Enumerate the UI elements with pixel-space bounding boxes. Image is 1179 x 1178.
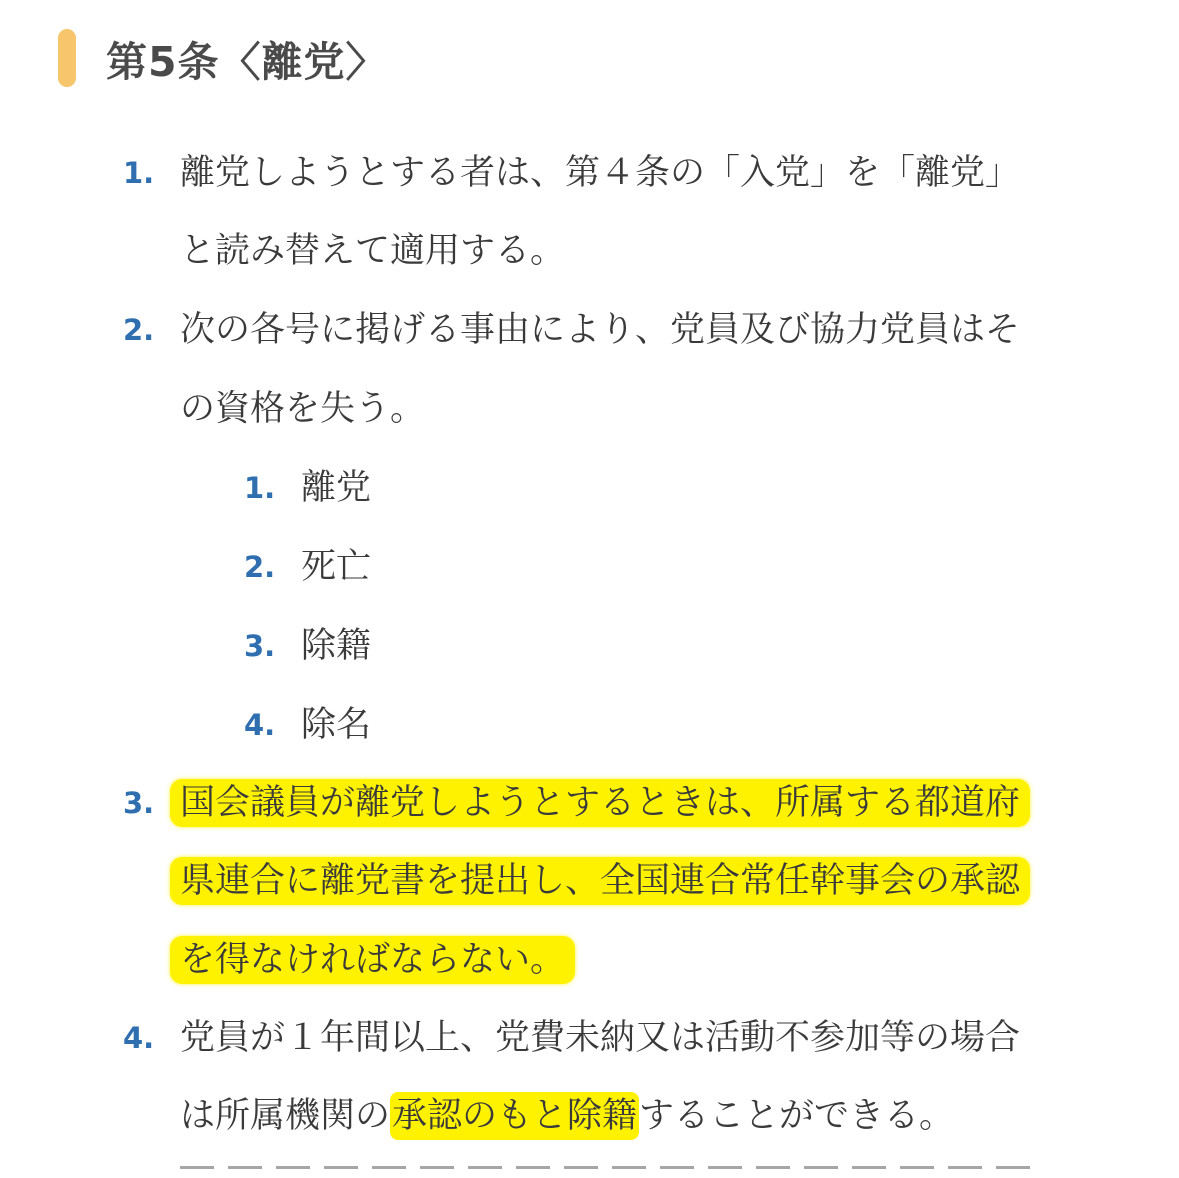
- item-3-line-1-highlight: 国会議員が離党しようとするときは、所属する都道府: [170, 779, 1030, 827]
- subitem-4-text: 除名: [301, 705, 372, 745]
- item-2-line-1: 次の各号に掲げる事由により、党員及び協力党員はそ: [180, 310, 1021, 350]
- subitem-3-text: 除籍: [301, 626, 372, 666]
- item-2-line-2: の資格を失う。: [180, 389, 426, 429]
- item-4-line-2-before: は所属機関の: [180, 1096, 391, 1136]
- subitem-4-number: 4.: [244, 708, 276, 742]
- item-4-number: 4.: [123, 1021, 155, 1055]
- item-1-line-2: と読み替えて適用する。: [180, 231, 566, 271]
- item-3-line-3-highlight: を得なければならない。: [170, 936, 575, 984]
- item-4-line-2-after: することができる。: [639, 1096, 955, 1136]
- article-heading: [58, 28, 388, 88]
- item-1-line-1: 離党しようとする者は、第４条の「入党」を「離党」: [180, 153, 1021, 193]
- subitem-3-number: 3.: [244, 629, 276, 663]
- item-4-line-1: 党員が１年間以上、党費未納又は活動不参加等の場合: [180, 1018, 1021, 1058]
- item-3-line-1: [180, 777, 1030, 829]
- cutoff-text-remnant: [180, 1162, 1080, 1178]
- item-1-number: 1.: [123, 156, 155, 190]
- item-3-line-3: [180, 934, 575, 986]
- item-3-line-2: [180, 855, 1030, 907]
- subitem-1-number: 1.: [244, 471, 276, 505]
- item-3-number: 3.: [123, 786, 155, 820]
- item-4-highlight: 承認のもと除籍: [390, 1092, 639, 1140]
- item-3-line-2-highlight: 県連合に離党書を提出し、全国連合常任幹事会の承認: [170, 857, 1030, 905]
- item-4-line-2: [180, 1090, 954, 1142]
- heading-accent-bar: [58, 29, 76, 87]
- subitem-2-text: 死亡: [301, 547, 372, 587]
- article-title: 第5条〈離党〉: [106, 37, 388, 86]
- item-2-number: 2.: [123, 313, 155, 347]
- subitem-1-text: 離党: [301, 468, 372, 508]
- subitem-2-number: 2.: [244, 550, 276, 584]
